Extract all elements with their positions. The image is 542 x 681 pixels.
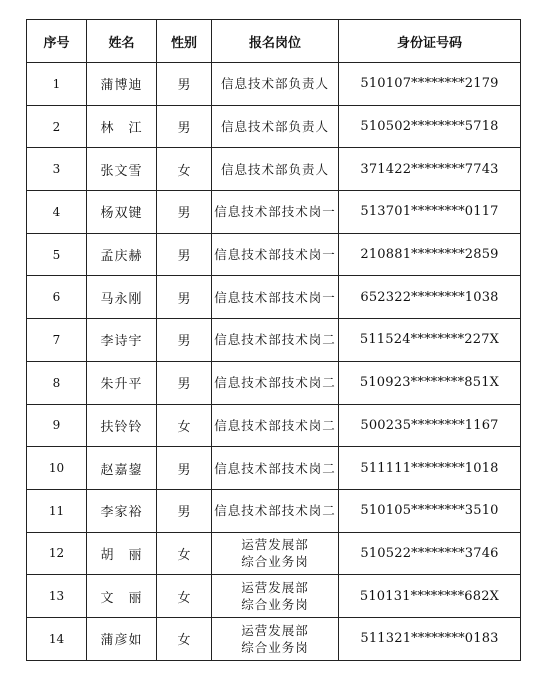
header-position: 报名岗位 — [212, 20, 339, 63]
row-id-number: 510923********851X — [339, 361, 521, 404]
table-header — [27, 20, 521, 63]
row-position-line: 综合业务岗 — [241, 639, 309, 655]
row-position-line: 综合业务岗 — [241, 554, 309, 570]
row-id-number: 510522********3746 — [339, 532, 521, 575]
row-serial-number: 5 — [27, 233, 87, 276]
row-position — [212, 105, 339, 148]
table-row — [27, 63, 521, 106]
row-id-number: 371422********7743 — [339, 148, 521, 191]
row-serial-number: 1 — [27, 63, 87, 106]
row-gender: 男 — [157, 361, 212, 404]
row-gender: 女 — [157, 148, 212, 191]
table-row — [27, 105, 521, 148]
row-position-line: 信息技术部技术岗二 — [214, 375, 336, 391]
row-name: 蒲博迪 — [87, 63, 157, 106]
row-serial-number: 12 — [27, 532, 87, 575]
row-name: 林 江 — [87, 105, 157, 148]
row-id-number: 510107********2179 — [339, 63, 521, 106]
row-serial-number: 3 — [27, 148, 87, 191]
table-row — [27, 404, 521, 447]
row-gender: 男 — [157, 191, 212, 234]
row-position — [212, 489, 339, 532]
row-position — [212, 63, 339, 106]
row-serial-number: 4 — [27, 191, 87, 234]
table-row — [27, 276, 521, 319]
row-position — [212, 404, 339, 447]
row-id-number: 510502********5718 — [339, 105, 521, 148]
row-id-number: 510105********3510 — [339, 489, 521, 532]
table-body — [27, 63, 521, 661]
row-id-number: 500235********1167 — [339, 404, 521, 447]
row-name: 扶铃铃 — [87, 404, 157, 447]
header-id-number: 身份证号码 — [339, 20, 521, 63]
row-position — [212, 191, 339, 234]
row-serial-number: 2 — [27, 105, 87, 148]
row-position — [212, 319, 339, 362]
row-name: 赵嘉鋆 — [87, 447, 157, 490]
row-serial-number: 11 — [27, 489, 87, 532]
row-position-line: 信息技术部负责人 — [220, 119, 329, 135]
row-gender: 男 — [157, 63, 212, 106]
row-position — [212, 361, 339, 404]
row-position-line: 信息技术部技术岗二 — [214, 332, 336, 348]
header-serial-number: 序号 — [27, 20, 87, 63]
row-gender: 女 — [157, 617, 212, 660]
row-position — [212, 148, 339, 191]
row-serial-number: 10 — [27, 447, 87, 490]
header-name: 姓名 — [87, 20, 157, 63]
row-position-line: 信息技术部负责人 — [220, 76, 329, 92]
row-name: 杨双键 — [87, 191, 157, 234]
row-id-number: 210881********2859 — [339, 233, 521, 276]
row-name: 孟庆赫 — [87, 233, 157, 276]
table-row — [27, 447, 521, 490]
table-row — [27, 617, 521, 660]
row-position-line: 信息技术部技术岗一 — [214, 289, 336, 305]
row-name: 马永刚 — [87, 276, 157, 319]
row-position-line: 综合业务岗 — [241, 597, 309, 613]
row-gender: 女 — [157, 575, 212, 618]
candidate-table — [26, 19, 521, 661]
row-position-line: 信息技术部技术岗二 — [214, 503, 336, 519]
table-row — [27, 191, 521, 234]
row-gender: 男 — [157, 319, 212, 362]
row-id-number: 511321********0183 — [339, 617, 521, 660]
row-id-number: 510131********682X — [339, 575, 521, 618]
row-position-line: 信息技术部技术岗一 — [214, 204, 336, 220]
row-position-line: 运营发展部 — [241, 580, 309, 596]
row-name: 胡 丽 — [87, 532, 157, 575]
row-position-line: 运营发展部 — [241, 537, 309, 553]
row-serial-number: 7 — [27, 319, 87, 362]
row-name: 李家裕 — [87, 489, 157, 532]
row-name: 蒲彦如 — [87, 617, 157, 660]
table-row — [27, 532, 521, 575]
row-gender: 女 — [157, 404, 212, 447]
header-gender: 性别 — [157, 20, 212, 63]
row-serial-number: 8 — [27, 361, 87, 404]
row-gender: 女 — [157, 532, 212, 575]
table-row — [27, 148, 521, 191]
row-name: 朱升平 — [87, 361, 157, 404]
header-row — [27, 20, 521, 63]
row-serial-number: 13 — [27, 575, 87, 618]
row-position — [212, 532, 339, 575]
table-row — [27, 319, 521, 362]
table-row — [27, 575, 521, 618]
row-position — [212, 447, 339, 490]
row-serial-number: 6 — [27, 276, 87, 319]
table-row — [27, 361, 521, 404]
table-row — [27, 233, 521, 276]
row-position — [212, 575, 339, 618]
row-gender: 男 — [157, 447, 212, 490]
row-name: 文 丽 — [87, 575, 157, 618]
row-position — [212, 233, 339, 276]
row-position — [212, 617, 339, 660]
row-position-line: 运营发展部 — [241, 622, 309, 638]
row-name: 张文雪 — [87, 148, 157, 191]
row-position-line: 信息技术部技术岗一 — [214, 247, 336, 263]
row-serial-number: 9 — [27, 404, 87, 447]
row-position-line: 信息技术部技术岗二 — [214, 460, 336, 476]
row-id-number: 511111********1018 — [339, 447, 521, 490]
row-gender: 男 — [157, 105, 212, 148]
row-gender: 男 — [157, 233, 212, 276]
row-name: 李诗宇 — [87, 319, 157, 362]
row-id-number: 652322********1038 — [339, 276, 521, 319]
row-position-line: 信息技术部技术岗二 — [214, 417, 336, 433]
candidate-table-container — [26, 19, 520, 661]
row-id-number: 511524********227X — [339, 319, 521, 362]
row-gender: 男 — [157, 489, 212, 532]
row-id-number: 513701********0117 — [339, 191, 521, 234]
table-row — [27, 489, 521, 532]
row-position — [212, 276, 339, 319]
row-serial-number: 14 — [27, 617, 87, 660]
row-position-line: 信息技术部负责人 — [220, 161, 329, 177]
row-gender: 男 — [157, 276, 212, 319]
